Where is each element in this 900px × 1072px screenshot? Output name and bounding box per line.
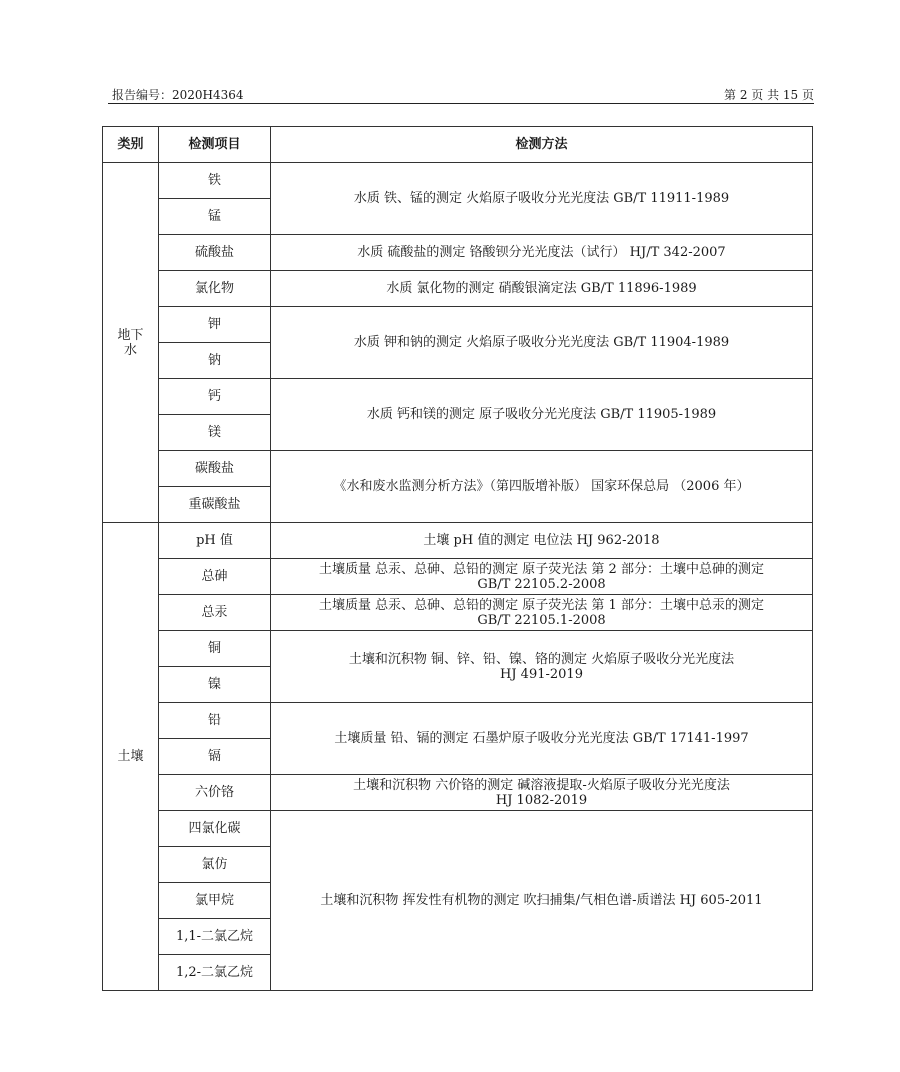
method-cell: [271, 811, 813, 991]
item-cell: 氯化物: [159, 271, 271, 307]
table-row: [103, 775, 813, 811]
method-cell: 水质 铁、锰的测定 火焰原子吸收分光光度法 GB/T 11911-1989: [271, 163, 813, 235]
item-cell: 六价铬: [159, 775, 271, 811]
category-groundwater: [103, 163, 159, 523]
method-cell: [271, 559, 813, 595]
table-row: [103, 163, 813, 199]
table-row: [103, 271, 813, 307]
table-row: [103, 595, 813, 631]
method-standard: GB/T 22105.2-2008: [477, 576, 606, 592]
item-cell: 硫酸盐: [159, 235, 271, 271]
item-cell: 镍: [159, 667, 271, 703]
category-soil: 土壤: [103, 523, 159, 991]
table-row: [103, 811, 813, 847]
table-row: [103, 379, 813, 415]
item-cell: 总汞: [159, 595, 271, 631]
method-cell: [271, 631, 813, 703]
item-cell: 氯甲烷: [159, 883, 271, 919]
method-standard: HJ 1082-2019: [495, 792, 588, 808]
report-number: 报告编号：2020H4364: [112, 88, 244, 102]
item-cell: 钾: [159, 307, 271, 343]
header-category: 类别: [103, 127, 159, 163]
category-label: 地下 水: [117, 327, 144, 358]
table-row: [103, 631, 813, 667]
page-indicator: 第 2 页 共 15 页: [724, 88, 814, 102]
item-cell: 铁: [159, 163, 271, 199]
header-item: 检测项目: [159, 127, 271, 163]
item-cell: 锰: [159, 199, 271, 235]
item-cell: 钙: [159, 379, 271, 415]
method-cell: 水质 钾和钠的测定 火焰原子吸收分光光度法 GB/T 11904-1989: [271, 307, 813, 379]
method-cell: [271, 703, 813, 775]
header-method: 检测方法: [271, 127, 813, 163]
table-row: [103, 451, 813, 487]
item-cell: 1,1-二氯乙烷: [159, 919, 271, 955]
item-cell: 四氯化碳: [159, 811, 271, 847]
header-divider: [108, 103, 814, 104]
test-methods-table: [102, 126, 813, 991]
method-cell: 水质 硫酸盐的测定 铬酸钡分光光度法（试行） HJ/T 342-2007: [271, 235, 813, 271]
method-cell: 水质 氯化物的测定 硝酸银滴定法 GB/T 11896-1989: [271, 271, 813, 307]
method-line: 土壤质量 铅、镉的测定 石墨炉原子吸收分光光度法 GB/T 17141-1997: [334, 731, 749, 746]
method-cell: 《水和废水监测分析方法》（第四版增补版） 国家环保总局 （2006 年）: [271, 451, 813, 523]
method-cell: 水质 钙和镁的测定 原子吸收分光光度法 GB/T 11905-1989: [271, 379, 813, 451]
item-cell: 重碳酸盐: [159, 487, 271, 523]
item-cell: 1,2-二氯乙烷: [159, 955, 271, 991]
item-cell: 铅: [159, 703, 271, 739]
item-cell: 铜: [159, 631, 271, 667]
item-cell: 镉: [159, 739, 271, 775]
method-standard: HJ 491-2019: [500, 666, 583, 682]
item-cell: pH 值: [159, 523, 271, 559]
table-row: [103, 523, 813, 559]
method-line: 土壤 pH 值的测定 电位法 HJ 962-2018: [423, 533, 660, 548]
table-row: [103, 559, 813, 595]
item-cell: 总砷: [159, 559, 271, 595]
table-row: [103, 703, 813, 739]
item-cell: 碳酸盐: [159, 451, 271, 487]
method-line: 土壤质量 总汞、总砷、总铅的测定 原子荧光法 第 2 部分：土壤中总砷的测定: [319, 561, 764, 577]
table-header-row: [103, 127, 813, 163]
method-cell: [271, 775, 813, 811]
method-cell: [271, 523, 813, 559]
method-standard: GB/T 22105.1-2008: [477, 612, 606, 628]
item-cell: 钠: [159, 343, 271, 379]
method-cell: [271, 595, 813, 631]
method-line: 土壤质量 总汞、总砷、总铅的测定 原子荧光法 第 1 部分：土壤中总汞的测定: [319, 597, 764, 613]
item-cell: 氯仿: [159, 847, 271, 883]
table-row: [103, 307, 813, 343]
method-line: 土壤和沉积物 铜、锌、铅、镍、铬的测定 火焰原子吸收分光光度法: [348, 651, 735, 667]
table-row: [103, 235, 813, 271]
method-line: 土壤和沉积物 挥发性有机物的测定 吹扫捕集/气相色谱-质谱法 HJ 605-2011: [320, 893, 763, 908]
item-cell: 镁: [159, 415, 271, 451]
method-line: 土壤和沉积物 六价铬的测定 碱溶液提取-火焰原子吸收分光光度法: [353, 777, 730, 793]
